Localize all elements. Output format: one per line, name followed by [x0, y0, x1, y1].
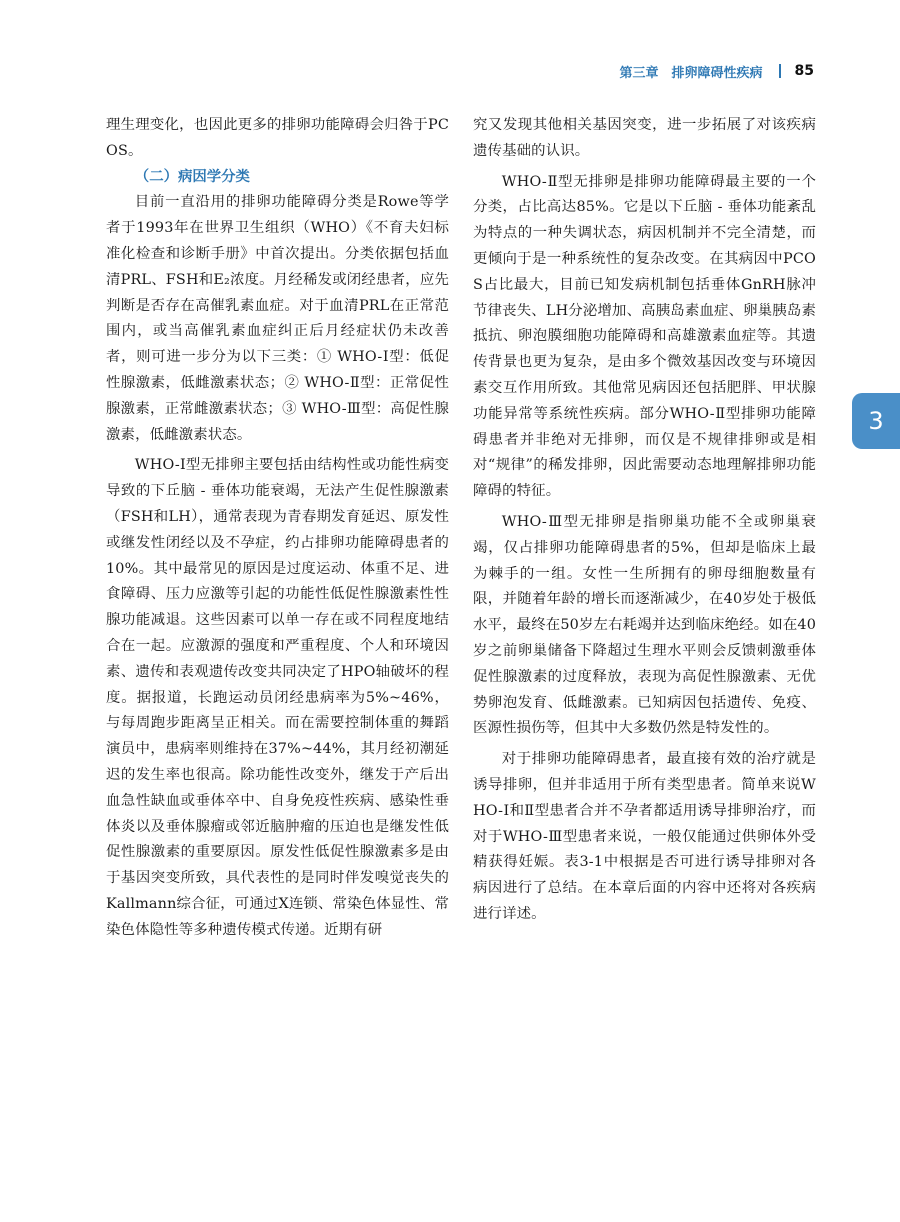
paragraph: WHO-Ⅰ型无排卵主要包括由结构性或功能性病变导致的下丘脑 - 垂体功能衰竭，无法产生促性腺激素（FSH和LH），通常表现为青春期发育延迟、原发性或继发性闭经以及不孕症，约占排卵功能障碍患者的10%。其中最常见的原因是过度运动、体重不足、进食障碍、压力应激等引起的功能性低促性腺激素性性腺功能减退。这些因素可以单一存在或不同程度地结合在一起。应激源的强度和严重程度、个人和环境因素、遗传和表观遗传改变共同决定了HPO轴破坏的程度。据报道，长跑运动员闭经患病率为5%~46%，与每周跑步距离呈正相关。而在需要控制体重的舞蹈演员中，患病率则维持在37%~44%，其月经初潮延迟的发生率也很高。除功能性改变外，继发于产后出血急性缺血或垂体卒中、自身免疫性疾病、感染性垂体炎以及垂体腺瘤或邻近脑肿瘤的压迫也是继发性低促性腺激素的重要原因。原发性低促性腺激素多是由于基因突变所致，具代表性的是同时伴发嗅觉丧失的Kallmann综合征，可通过X连锁、常染色体显性、常染色体隐性等多种遗传模式传递。近期有研 [106, 457, 449, 938]
section-heading: （二）病因学分类 [134, 168, 250, 185]
left-column [106, 113, 449, 944]
chapter-title: 第三章 排卵障碍性疾病 [619, 65, 763, 81]
paragraph: 究又发现其他相关基因突变，进一步拓展了对该疾病遗传基础的认识。 [473, 117, 816, 159]
page-number: 85 [794, 63, 814, 79]
paragraph: 对于排卵功能障碍患者，最直接有效的治疗就是诱导排卵，但并非适用于所有类型患者。简单来说WHO-Ⅰ和Ⅱ型患者合并不孕者都适用诱导排卵治疗，而对于WHO-Ⅲ型患者来说，一般仅能通过供卵体外受精获得妊娠。表3-1中根据是否可进行诱导排卵对各病因进行了总结。在本章后面的内容中还将对各疾病进行详述。 [473, 751, 816, 922]
paragraph: 理生理变化，也因此更多的排卵功能障碍会归咎于PCOS。 [106, 117, 449, 159]
running-header [620, 60, 815, 82]
paragraph: 目前一直沿用的排卵功能障碍分类是Rowe等学者于1993年在世界卫生组织（WHO）《不育夫妇标准化检查和诊断手册》中首次提出。分类依据包括血清PRL、FSH和E₂浓度。月经稀发或闭经患者，应先判断是否存在高催乳素血症。对于血清PRL在正常范围内，或当高催乳素血症纠正后月经症状仍未改善者，则可进一步分为以下三类：① WHO-Ⅰ型：低促性腺激素，低雌激素状态；② WHO-Ⅱ型：正常促性腺激素，正常雌激素状态；③ WHO-Ⅲ型：高促性腺激素，低雌激素状态。 [106, 194, 449, 443]
paragraph: WHO-Ⅱ型无排卵是排卵功能障碍最主要的一个分类，占比高达85%。它是以下丘脑 - 垂体功能紊乱为特点的一种失调状态，病因机制并不完全清楚，而更倾向于是一种系统性的复杂改变。在其病因中PCOS占比最大，目前已知发病机制包括垂体GnRH脉冲节律丧失、LH分泌增加、高胰岛素血症、卵巢胰岛素抵抗、卵泡膜细胞功能障碍和高雄激素血症等。其遗传背景也更为复杂，是由多个微效基因改变与环境因素交互作用所致。其他常见病因还包括肥胖、甲状腺功能异常等系统性疾病。部分WHO-Ⅱ型排卵功能障碍患者并非绝对无排卵，而仅是不规律排卵或是相对“规律”的稀发排卵，因此需要动态地理解排卵功能障碍的特征。 [473, 173, 816, 500]
paragraph: WHO-Ⅲ型无排卵是指卵巢功能不全或卵巢衰竭，仅占排卵功能障碍患者的5%，但却是临床上最为棘手的一组。女性一生所拥有的卵母细胞数量有限，并随着年龄的增长而逐渐减少，在40岁处于极低水平，最终在50岁左右耗竭并达到临床绝经。如在40岁之前卵巢储备下降超过生理水平则会反馈刺激垂体促性腺激素的过度释放，表现为高促性腺激素、无优势卵泡发育、低雌激素。已知病因包括遗传、免疫、医源性损伤等，但其中大多数仍然是特发性的。 [473, 513, 816, 737]
chapter-side-tab: 3 [852, 393, 900, 449]
right-column [473, 113, 816, 928]
header-separator [779, 64, 781, 78]
